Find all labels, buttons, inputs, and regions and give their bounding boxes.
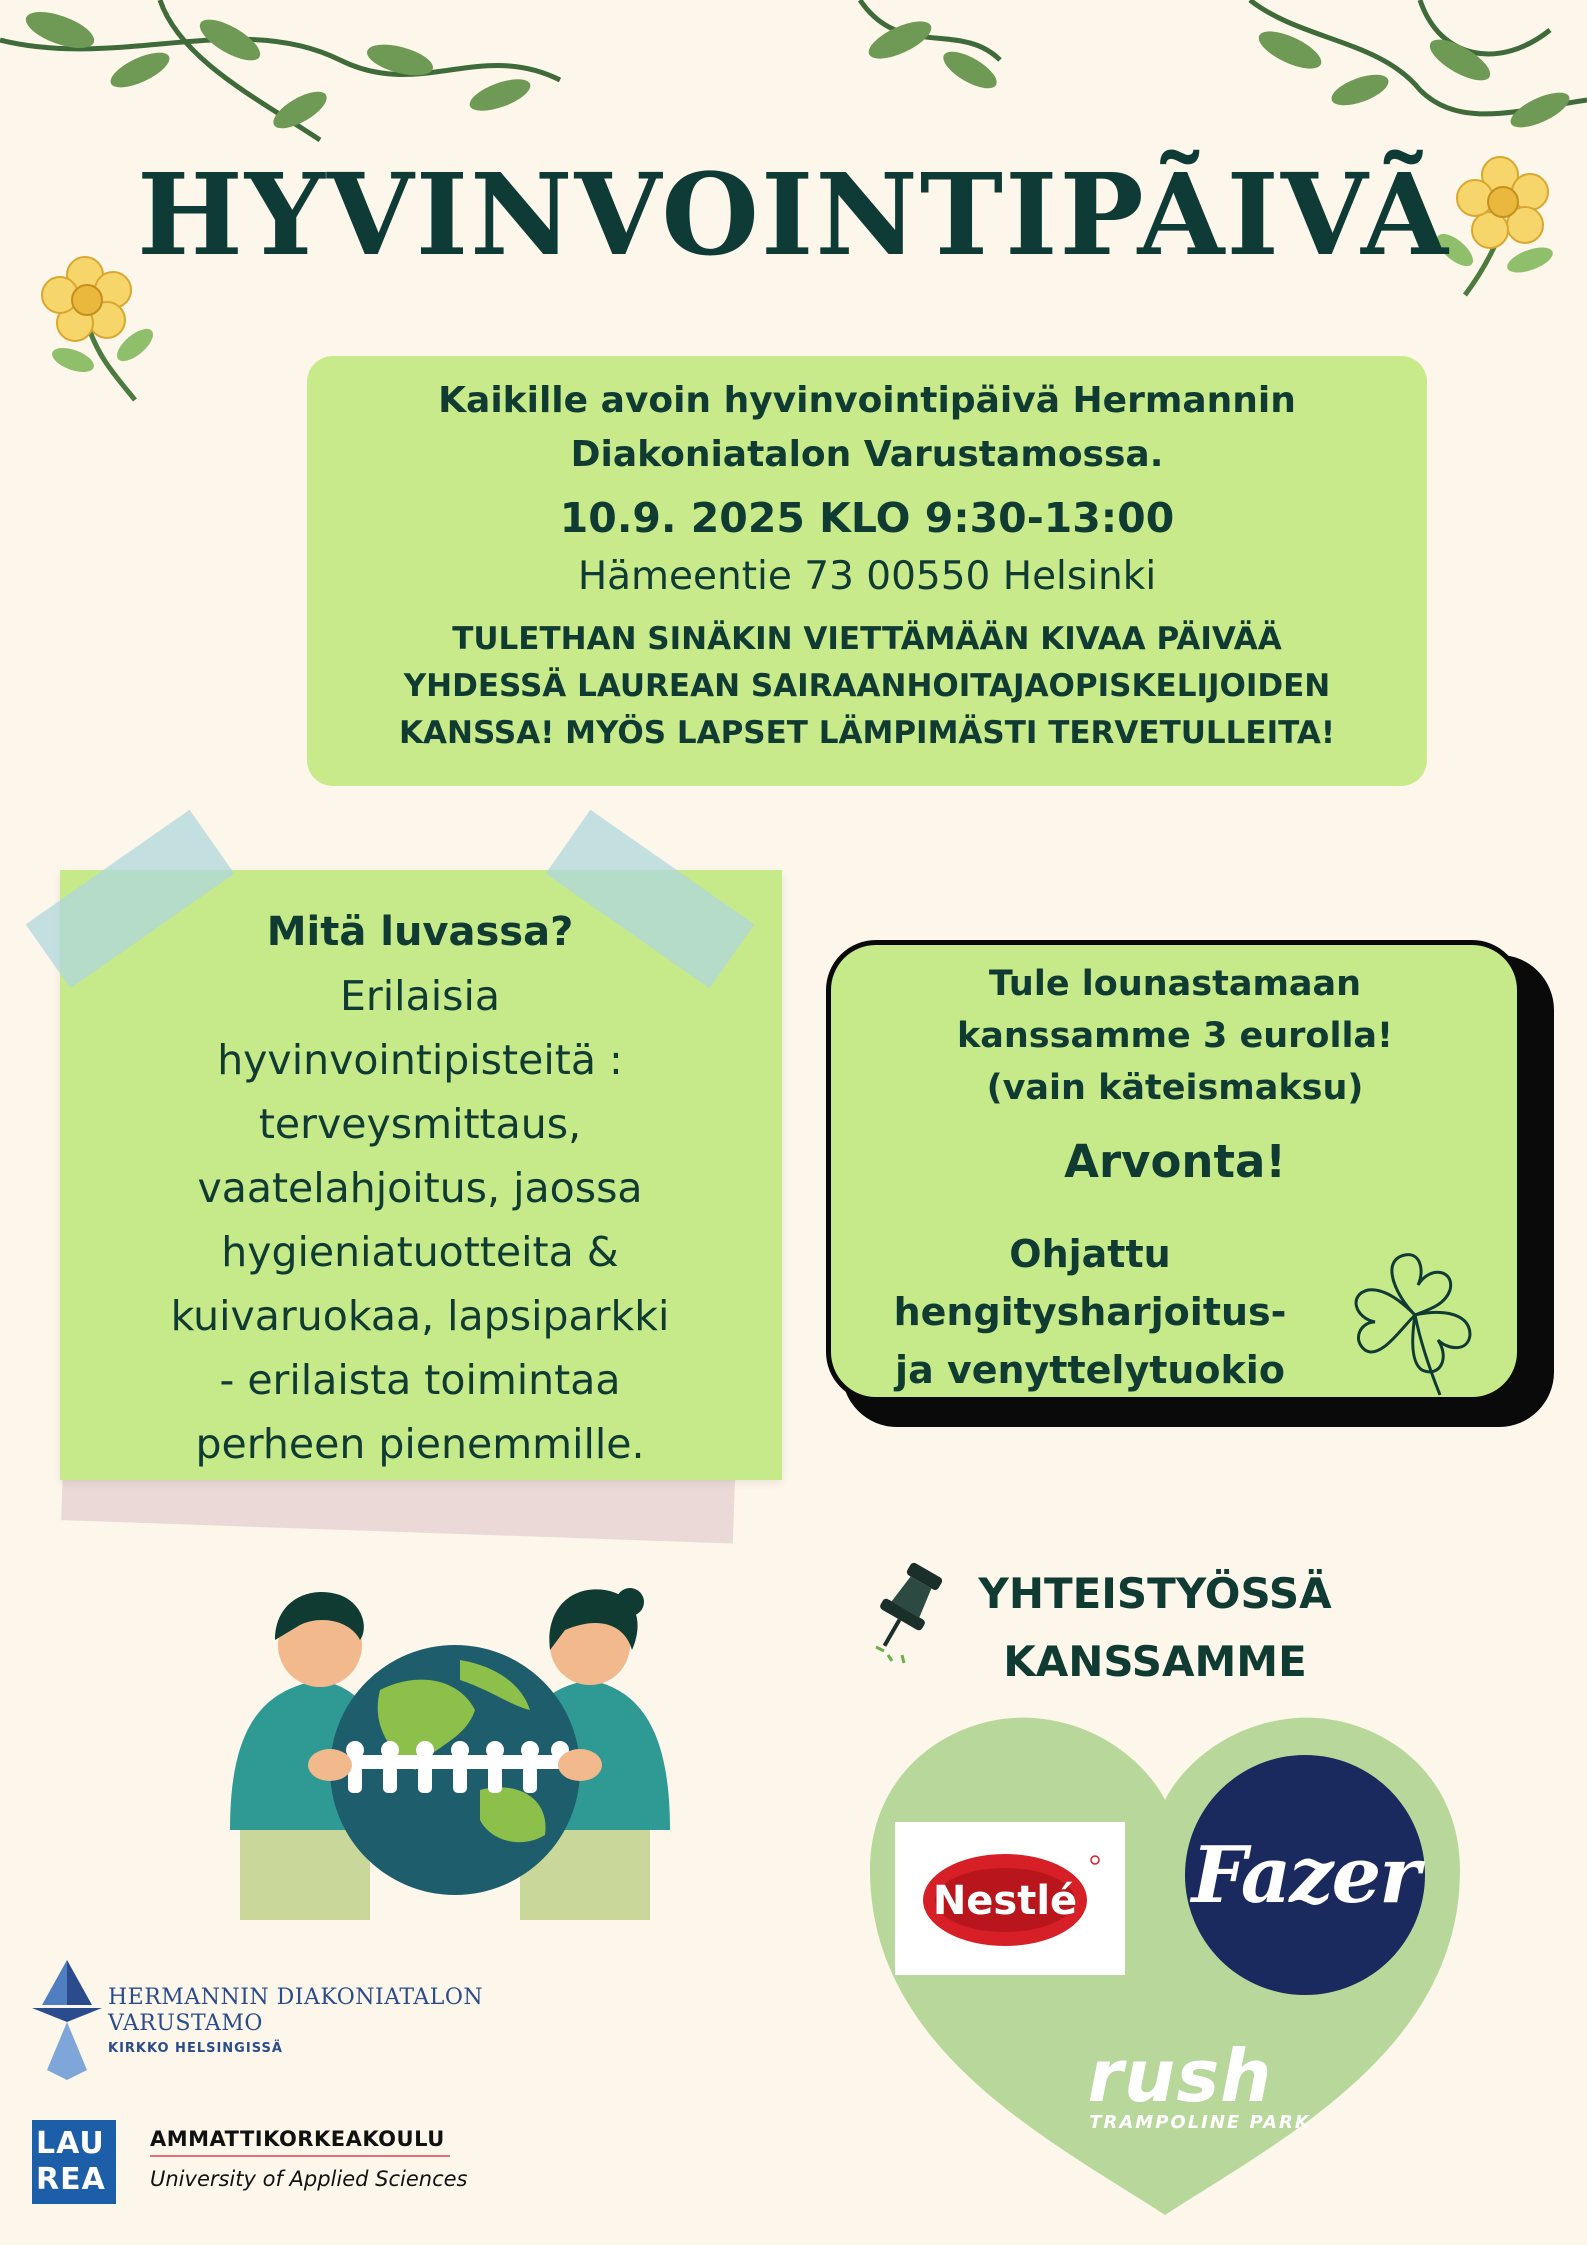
clover-icon — [1340, 1240, 1490, 1400]
lunch-line-2: kanssamme 3 eurolla! — [956, 1016, 1394, 1056]
guided-line-2: hengitysharjoitus- — [893, 1290, 1287, 1334]
hd-line-1: HERMANNIN DIAKONIATALON — [108, 1985, 484, 2010]
laurea-logo — [32, 2120, 116, 2204]
rush-logo — [1010, 2034, 1350, 2133]
laurea-line-1: LAU — [36, 2126, 105, 2161]
nestle-logo — [895, 1822, 1125, 1975]
hd-line-2: VARUSTAMO — [108, 2011, 263, 2036]
lunch-line-1: Tule lounastamaan — [988, 964, 1362, 1004]
cta-line-2: YHDESSÄ LAUREAN SAIRAANHOITAJAOPISKELIJOIDEN — [403, 668, 1331, 704]
laurea-amk-text — [150, 2127, 468, 2191]
intro-line-2: Diakoniatalon Varustamossa. — [570, 434, 1164, 475]
note-line: hygieniatuotteita & — [221, 1228, 619, 1276]
note-heading: Mitä luvassa? — [266, 909, 574, 955]
note-line: - erilaista toimintaa — [219, 1356, 621, 1404]
amk-divider — [150, 2155, 450, 2157]
rush-subtitle: TRAMPOLINE PARK — [1089, 2112, 1311, 2133]
lunch-line-3: (vain käteismaksu) — [986, 1068, 1364, 1108]
note-content — [110, 900, 730, 1476]
diakoniatalo-logo — [108, 1985, 483, 2056]
people-globe-illustration — [220, 1580, 700, 1920]
cooperation-line-1: YHTEISTYÖSSÄ — [978, 1569, 1332, 1618]
guided-line-1: Ohjattu — [1009, 1232, 1171, 1276]
page-title: HYVINVOINTIPÃIVÃ — [137, 150, 1450, 281]
fazer-logo: Fazer — [1185, 1755, 1425, 1995]
amk-line-1: AMMATTIKORKEAKOULU — [150, 2127, 445, 2151]
note-line: Erilaisia — [340, 972, 500, 1020]
pin-icon — [868, 1555, 948, 1665]
note-line: hyvinvointipisteitä : — [217, 1036, 623, 1084]
laurea-line-2: REA — [36, 2162, 106, 2197]
diakoniatalo-cross-icon — [32, 1960, 102, 2080]
amk-line-2: University of Applied Sciences — [150, 2167, 468, 2191]
intro-line-1: Kaikille avoin hyvinvointipäivä Hermannin — [438, 380, 1296, 421]
cta-line-1: TULETHAN SINÄKIN VIETTÄMÄÄN KIVAA PÄIVÄÄ — [452, 621, 1282, 657]
cooperation-heading — [960, 1560, 1350, 1696]
hd-line-3: KIRKKO HELSINGISSÄ — [108, 2041, 283, 2056]
raffle-heading: Arvonta! — [1064, 1135, 1286, 1188]
rush-wordmark: rush — [1087, 2034, 1273, 2118]
event-address: Hämeentie 73 00550 Helsinki — [577, 554, 1157, 599]
cooperation-line-2: KANSSAMME — [1003, 1637, 1307, 1686]
note-line: kuivaruokaa, lapsiparkki — [170, 1292, 670, 1340]
lunch-card-content — [870, 958, 1480, 1192]
vine-decoration — [0, 0, 1587, 160]
guided-line-3: ja venyttelytuokio — [895, 1348, 1285, 1392]
guided-session — [880, 1225, 1300, 1399]
note-line: terveysmittaus, — [258, 1100, 582, 1148]
event-date: 10.9. 2025 KLO 9:30-13:00 — [559, 494, 1175, 542]
note-line: vaatelahjoitus, jaossa — [197, 1164, 643, 1212]
event-info-box — [307, 356, 1427, 786]
nestle-wordmark: Nestlé — [932, 1878, 1078, 1924]
note-line: perheen pienemmille. — [195, 1420, 645, 1468]
cta-line-3: KANSSA! MYÖS LAPSET LÄMPIMÄSTI TERVETULLEITA! — [399, 715, 1335, 751]
